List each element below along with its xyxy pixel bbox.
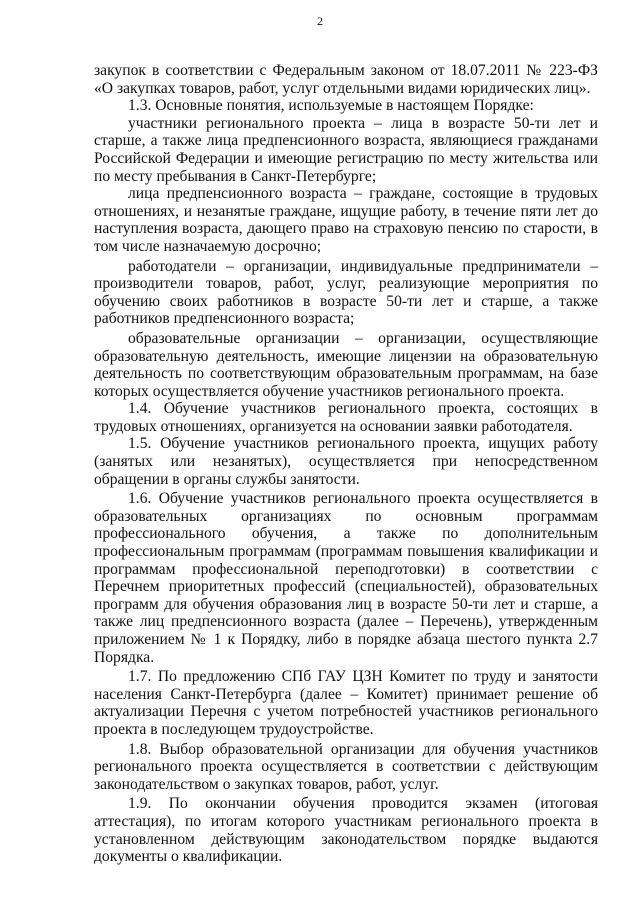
definition-participants: участники регионального проекта – лица в возрасте 50-ти лет и старше, а также лица предпенсионного возраста, являющиеся гражданами Российской Федерации и имеющие регистрацию по месту жительства или по месту пребывания в Санкт-Петербурге; <box>94 114 598 185</box>
paragraph-1-7: 1.7. По предложению СПб ГАУ ЦЗН Комитет по труду и занятости населения Санкт-Петербурга (далее – Комитет) принимает решение об актуализации Перечня с учетом потребностей участников регионального проекта в последующем трудоустройстве. <box>94 668 598 738</box>
document-body <box>94 62 598 866</box>
paragraph-1-9: 1.9. По окончании обучения проводится экзамен (итоговая аттестация), по итогам которого участникам регионального проекта в установленном действующим законодательством порядке выдаются документы о квалификации. <box>94 795 598 866</box>
paragraph-1-8: 1.8. Выбор образовательной организации для обучения участников регионального проекта осуществляется в соответствии с действующим законодательством о закупках товаров, работ, услуг. <box>94 740 598 793</box>
definition-educational-orgs: образовательные организации – организации, осуществляющие образовательную деятельность, имеющие лицензии на образовательную деятельность по соответствующим образовательным программам, на базе которых осуществляется обучение участников регионального проекта. <box>94 329 598 400</box>
page-number: 2 <box>317 14 323 28</box>
paragraph-1-4: 1.4. Обучение участников регионального проекта, состоящих в трудовых отношениях, организуется на основании заявки работодателя. <box>94 400 598 435</box>
definition-employers: работодатели – организации, индивидуальные предприниматели – производители товаров, работ, услуг, реализующие мероприятия по обучению своих работников в возрасте 50-ти лет и старше, а также работников предпенсионного возраста; <box>94 257 598 328</box>
paragraph-1-3: 1.3. Основные понятия, используемые в настоящем Порядке: <box>128 97 534 115</box>
definition-pre-retirement: лица предпенсионного возраста – граждане, состоящие в трудовых отношениях, и незанятые граждане, ищущие работу, в течение пяти лет до наступления возраста, дающего право на страховую пенсию по старости, в том числе назначаемую досрочно; <box>94 185 598 255</box>
paragraph-1-5: 1.5. Обучение участников регионального проекта, ищущих работу (занятых или незанятых), осуществляется при непосредственном обращении в органы службы занятости. <box>94 435 598 488</box>
paragraph-continuation: закупок в соответствии с Федеральным законом от 18.07.2011 № 223-ФЗ «О закупках товаров, работ, услуг отдельными видами юридических лиц». <box>94 62 598 97</box>
paragraph-1-6: 1.6. Обучение участников регионального проекта осуществляется в образовательных организациях по основным программам профессионального обучения, а также по дополнительным профессиональным программам (программам повышения квалификации и программам профессиональной переподготовки) в соответствии с Перечнем приоритетных профессий (специальностей), образовательных программ для обучения образования лиц в возрасте 50-ти лет и старше, а также лиц предпенсионного возраста (далее – Перечень), утвержденным приложением № 1 к Порядку, либо в порядке абзаца шестого пункта 2.7 Порядка. <box>94 490 598 666</box>
